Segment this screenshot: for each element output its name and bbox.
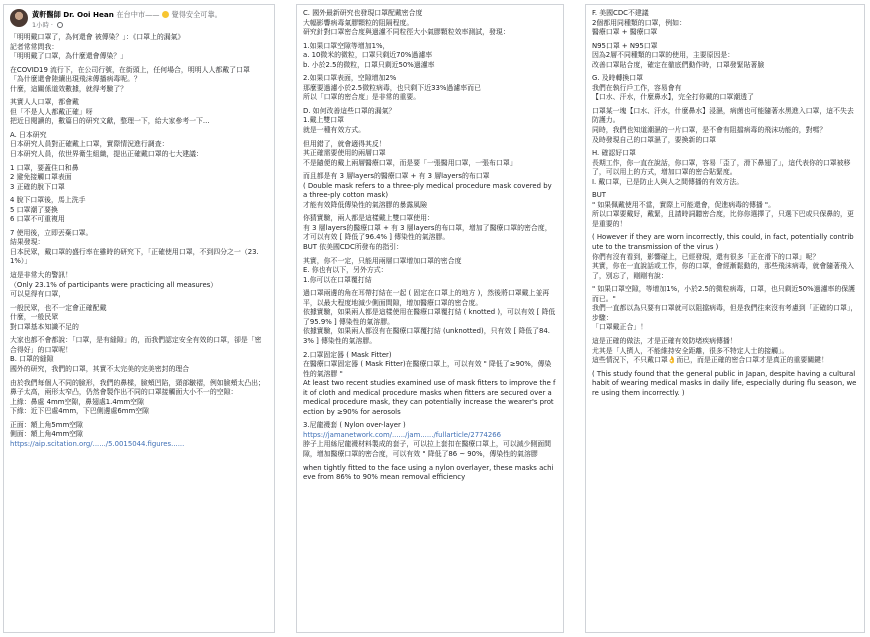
author-location: 在台中市—— xyxy=(116,10,160,19)
post-paragraph: 但「不是人人都戴正確」呀 xyxy=(10,107,93,116)
post-paragraph: 所以「口罩的密合度」是非常的重要。 xyxy=(303,93,421,102)
post-paragraph: 我們在執行戶工作，容易會有 xyxy=(592,83,682,92)
post-paragraph: 大幅影響病毒氣膠顆粒的阻隔程度。 xyxy=(303,18,414,27)
post-paragraph: 這是非常大的警訊！ xyxy=(10,271,73,280)
post-paragraph: 3 正確的脫下口罩 xyxy=(10,182,65,191)
post-paragraph: 就是一種有效方式。 xyxy=(303,126,366,135)
post-paragraph: 2.口罩固定器 ( Mask Fitter) xyxy=(303,350,392,359)
post-paragraph: 由於我們每個人不同的臉形，我們的鼻樑，臉頰凹陷，頸部皺褶，例如臉頰太凸出；鼻子太高，兩形太窄凸，仍然會製作出不同的口罩接觸面大小不一的空隙： xyxy=(10,378,265,397)
post-paragraph: 同時，我們也知道潮濕的一片口罩，是不會有阻擋病毒的飛沫功能的，對嗎？ xyxy=(592,126,827,135)
post-paragraph: I. 戴口罩，已是防止人與人之間傳播的有效方法。 xyxy=(592,177,744,186)
post-paragraph: 才能有效降低傳染性的氣溶膠的暴露風險 xyxy=(303,200,428,209)
post-paragraph: BUT xyxy=(592,191,606,200)
post-paragraph: 把近日閱讀的，數篇日的研究文獻，整理一下，給大家參考一下... xyxy=(10,117,210,126)
post-paragraph: 「明明戴了口罩，為什麼還會傳染？」 xyxy=(10,52,128,61)
post-paragraph: 可以見得有口罩， xyxy=(10,290,66,299)
post-paragraph: N95口罩 + N95口罩 xyxy=(592,41,658,50)
post-paragraph: 國外的研究，我們的口罩，其實不太完美的完美密封的理合 xyxy=(10,364,190,373)
post-paragraph: 1.戴上雙口罩 xyxy=(303,116,345,125)
post-paragraph: 及時發現自己的口罩濕了，要換新的口罩 xyxy=(592,135,717,144)
post-paragraph: 其實，你不一定，只能用兩層口罩增加口罩的密合度 xyxy=(303,256,462,265)
post-header xyxy=(10,9,268,31)
post-paragraph: 其實人人口罩，都會戴 xyxy=(10,98,79,107)
post-paragraph: 這是正確的做法，才是正確有效防堵疾病傳播！ xyxy=(592,336,737,345)
post-time[interactable]: 1小時 · xyxy=(32,21,53,29)
post-paragraph: " 如果佩戴使用不當，實際上可能還會，促進病毒的傳播 "。 xyxy=(592,200,775,209)
author-avatar[interactable] xyxy=(10,9,28,27)
post-paragraph: 2.如果口罩表面，空隙增加2% xyxy=(303,74,397,83)
post-paragraph: 記者常常問我： xyxy=(10,42,59,51)
post-paragraph: 其正確需要使用的兩層口罩 xyxy=(303,149,386,158)
post-paragraph: 長期工作，你一直在說話，你口罩，容易「歪了，滑下鼻翅了」，這代表你的口罩被移了，可以用上的方式，增加口罩的密合貼緊度。 xyxy=(592,158,851,177)
post-meta xyxy=(32,20,63,29)
post-paragraph: 改善口罩貼合度，確定在徹底們動作時，口罩發緊貼著臉 xyxy=(592,60,765,69)
post-paragraph: 不是隨便的戴上兩層醫療口罩，而是要「一張醫用口罩，一張布口罩」 xyxy=(303,158,517,167)
post-paragraph: （Only 23.1% of participants were practicing all measures） xyxy=(10,280,218,289)
post-paragraph: 大家也都不會都說：「口罩，是有縫隙」的，而我們認定安全有效的口罩，卻是「密合得好」的口罩呢！ xyxy=(10,336,262,354)
post-paragraph: a. 10微米的微粒，口罩只剩近70%過濾率 xyxy=(303,51,433,60)
post-body-part-3 xyxy=(592,9,858,398)
post-paragraph: 脖子上用絲尼龍襪材料製成的套子，可以拉上套扣在醫療口罩上，可以減少側面間隙，增加醫療口罩的密合度，可以有效 " 降低了86 ~ 90%，傳染性的氣溶膠 xyxy=(303,440,552,458)
post-paragraph: 下緣：近下巴處4mm，下巴側邊處6mm空隙 xyxy=(10,407,149,416)
post-paragraph: 而且都是有 3 層layers的醫療口罩 + 有 3 層layers的布口罩 xyxy=(303,172,490,181)
post-paragraph: 4 脫下口罩後，馬上洗手 xyxy=(10,196,86,205)
author-feeling: 覺得安全可靠。 xyxy=(171,10,222,19)
post-paragraph: 什麼，這關係道效數據，就得考驗了？ xyxy=(10,84,128,93)
post-paragraph: 3.尼龍襪套 ( Nylon over-layer ) xyxy=(303,421,406,430)
post-paragraph: 這些情況下，不只戴口罩👌而已，而是正確的密合口罩才是真正的重要關鍵！ xyxy=(592,356,828,365)
post-paragraph: 醫療口罩 + 醫療口罩 xyxy=(592,28,658,37)
post-paragraph: F. 美國CDC不建議 xyxy=(592,9,649,17)
post-paragraph: 但用錯了，就會適得其反！ xyxy=(303,139,386,148)
post-paragraph: D. 如何改善這些口罩的漏氣？ xyxy=(303,106,396,115)
author-name[interactable]: 黃軒醫師 Dr. Ooi Hean xyxy=(32,10,114,19)
post-paragraph: 日本民眾，戴口罩的盛行率在雖時的研究下，「正確使用口罩，不到四分之一（23.1%）」 xyxy=(10,247,259,266)
post-paragraph: 所以口罩要戴好，戴緊，且請時詞聽密合度，比你你選擇了，只選下巴或只保鼻的，更是重要的！ xyxy=(592,210,854,228)
post-column-3 xyxy=(585,4,865,633)
post-paragraph: 日本研究人員，依世界衛生組織，提出正確戴口罩的七大建議： xyxy=(10,150,203,159)
post-column-1 xyxy=(3,4,275,633)
post-paragraph: when tightly fitted to the face using a nylon overlayer, these masks achieve from 86% to 90% mean removal efficiency xyxy=(303,463,554,482)
post-paragraph: ( This study found that the general public in Japan, despite having a cultural habit of wearing medical masks in daily life, especially during flu season, were using them incorrectly. ) xyxy=(592,369,857,397)
post-paragraph: 在COVID19 流行下，在公司行號，在街頭上，任何場合，明明人人都戴了口罩 xyxy=(10,65,250,74)
post-paragraph: ( Double mask refers to a three-ply medical procedure mask covered by a three-ply cotton mask) xyxy=(303,181,552,200)
post-paragraph[interactable]: https://jamanetwork.com/....../jam....../fullarticle/2774266 xyxy=(303,430,502,439)
post-paragraph: C. 國外最新研究也發現口罩配戴密合度 xyxy=(303,9,423,17)
post-paragraph: 尤其是「人擠人，不能維持安全距離，很多不特定人士的接觸」。 xyxy=(592,346,789,355)
post-paragraph: " 如果口罩空隙，等增加1%，小於2.5的微粒病毒，口罩，也只剩近50%過濾率的保護而已。" xyxy=(592,285,856,303)
post-paragraph: 側面：額上角4mm空隙 xyxy=(10,430,83,439)
paragraph-spacer xyxy=(10,449,268,453)
post-paragraph: 「明明戴口罩了，為何還會 被傳染？」：《口罩上的漏氣》 xyxy=(10,33,185,41)
post-paragraph: b. 小於2.5的微粒，口罩只剩近50%過濾率 xyxy=(303,60,435,69)
post-column-2 xyxy=(296,4,564,633)
post-paragraph: 6 口罩不可重複用 xyxy=(10,215,65,224)
post-paragraph: 正面：額上角5mm空隙 xyxy=(10,420,83,429)
post-paragraph: 你們有沒有看到，影響碰上，已經發現，還有很多「正在滑下的口罩」呢？ xyxy=(592,252,820,261)
author-line xyxy=(32,10,222,20)
globe-icon xyxy=(57,22,63,28)
post-paragraph: 我們一直都以為只要有口罩就可以阻擋病毒，但是我們往來沒有考慮到「正確的口罩」，步驟： xyxy=(592,304,858,322)
post-paragraph: At least two recent studies examined use of mask fitters to improve the fit of cloth and medical procedure masks when fitters are secured over a medical procedure mask, they can potentially increase the wearer's protection by ≥90% for aerosols xyxy=(303,379,556,416)
post-paragraph: ( However if they are worn incorrectly, this could, in fact, potentially contribute to the transmission of the virus ) xyxy=(592,233,854,252)
post-paragraph: 研究針對口罩密合度與過濾不同粒徑大小氣膠顆粒效率測試，發現： xyxy=(303,28,510,37)
post-paragraph: BUT 依美國CDC所發布的指引： xyxy=(303,243,404,252)
post-paragraph: 「口罩戴正合」！ xyxy=(592,323,648,332)
post-paragraph: A. 日本研究 xyxy=(10,130,47,139)
post-paragraph: 結果發現： xyxy=(10,238,45,247)
post-paragraph: 1.如果口罩空隙等增加1%， xyxy=(303,41,390,50)
post-paragraph: 對口罩基本知識不足的 xyxy=(10,322,79,331)
post-paragraph: 依據實驗，如果兩人都沒有在醫療口罩覆打結 (unknotted)，只有效 [ 降低了84.3% ] 傳染性的氣溶膠。 xyxy=(303,327,550,345)
post-paragraph: 過口罩兩邊的角在耳帶打結在一起 ( 固定在口罩上的地方 )，然後將口罩戴上並再平，以最大程度地減少側面間隙，增加醫療口罩的密合度。 xyxy=(303,289,550,307)
post-paragraph: 其實，你在一直說話或工作，你的口罩，會經漸鬆動的，那些飛沫病毒，就會隨著飛入了，別忘了，剛剛有說： xyxy=(592,262,854,280)
post-paragraph: 2個都用同種類的口罩，例如： xyxy=(592,18,686,27)
post-paragraph: 一般民眾，也不一定會正確配戴 xyxy=(10,303,107,312)
post-paragraph: 【口水、汗水，什麼鼻水】，完全打你戴的口罩潮透了 xyxy=(592,93,754,102)
post-paragraph: G. 及時轉換口罩 xyxy=(592,74,644,83)
post-paragraph: 那麼要過濾小於2.5微粒病毒，也只剩下近33%過濾率而已 xyxy=(303,83,481,92)
post-paragraph: B. 口罩的縫隙 xyxy=(10,355,54,364)
post-paragraph: E. 你也有以下，另外方式： xyxy=(303,266,388,275)
post-paragraph[interactable]: https://aip.scitation.org/....../5.0015044.figures...... xyxy=(10,439,185,448)
post-paragraph: 因為2層不同種類的口罩的使用，主要原因是： xyxy=(592,51,735,60)
post-paragraph: 1 口罩，要蓋住口和鼻 xyxy=(10,163,79,172)
feeling-emoji-icon xyxy=(162,11,169,18)
post-body-part-2 xyxy=(303,9,557,483)
post-paragraph: 口罩某一塊【口水、汗水，什麼鼻水】浸濕，病菌也可能隨著水黑進入口罩，這不失去防護力。 xyxy=(592,106,854,125)
post-paragraph: 「為什麼還會陸續出現飛沫傳播病毒呢。？ xyxy=(10,75,141,84)
post-paragraph: 你猜實驗，兩人都是這樣戴上雙口罩使用： xyxy=(303,214,434,223)
post-paragraph: 依據實驗，如果兩人都是這樣使用在醫療口罩覆打結 ( knotted )，可以有效 [ 降低了95.9% ] 傳染性的氣溶膠。 xyxy=(303,308,556,326)
post-paragraph: 什麼，一般民眾 xyxy=(10,313,59,322)
post-paragraph: H. 確認好口罩 xyxy=(592,149,636,158)
post-paragraph: 日本研究人員對正確戴上口罩，實際情況進行調查： xyxy=(10,140,169,149)
post-paragraph: 1.你可以在口罩覆打結 xyxy=(303,275,372,284)
post-paragraph: 有 3 層layers的醫療口罩 + 有 3 層layers的布口罩，增加了醫療口罩的密合度，才可以有效 [ 降低了96.4% ] 傳染性的氣溶膠。 xyxy=(303,223,552,242)
post-paragraph: 在醫療口罩固定器 ( Mask Fitter)在醫療口罩上，可以有效 " 降低了≥90%，傳染性的氣溶膠 " xyxy=(303,360,552,378)
post-paragraph: 5 口罩潮了要換 xyxy=(10,205,58,214)
post-paragraph: 7 使用後，立即丟棄口罩。 xyxy=(10,228,93,237)
post-paragraph: 上緣：鼻處 4mm空隙，鼻翅處1.4mm空隙 xyxy=(10,397,144,406)
post-body-part-1 xyxy=(10,33,268,453)
post-paragraph: 2 避免接觸口罩表面 xyxy=(10,173,72,182)
